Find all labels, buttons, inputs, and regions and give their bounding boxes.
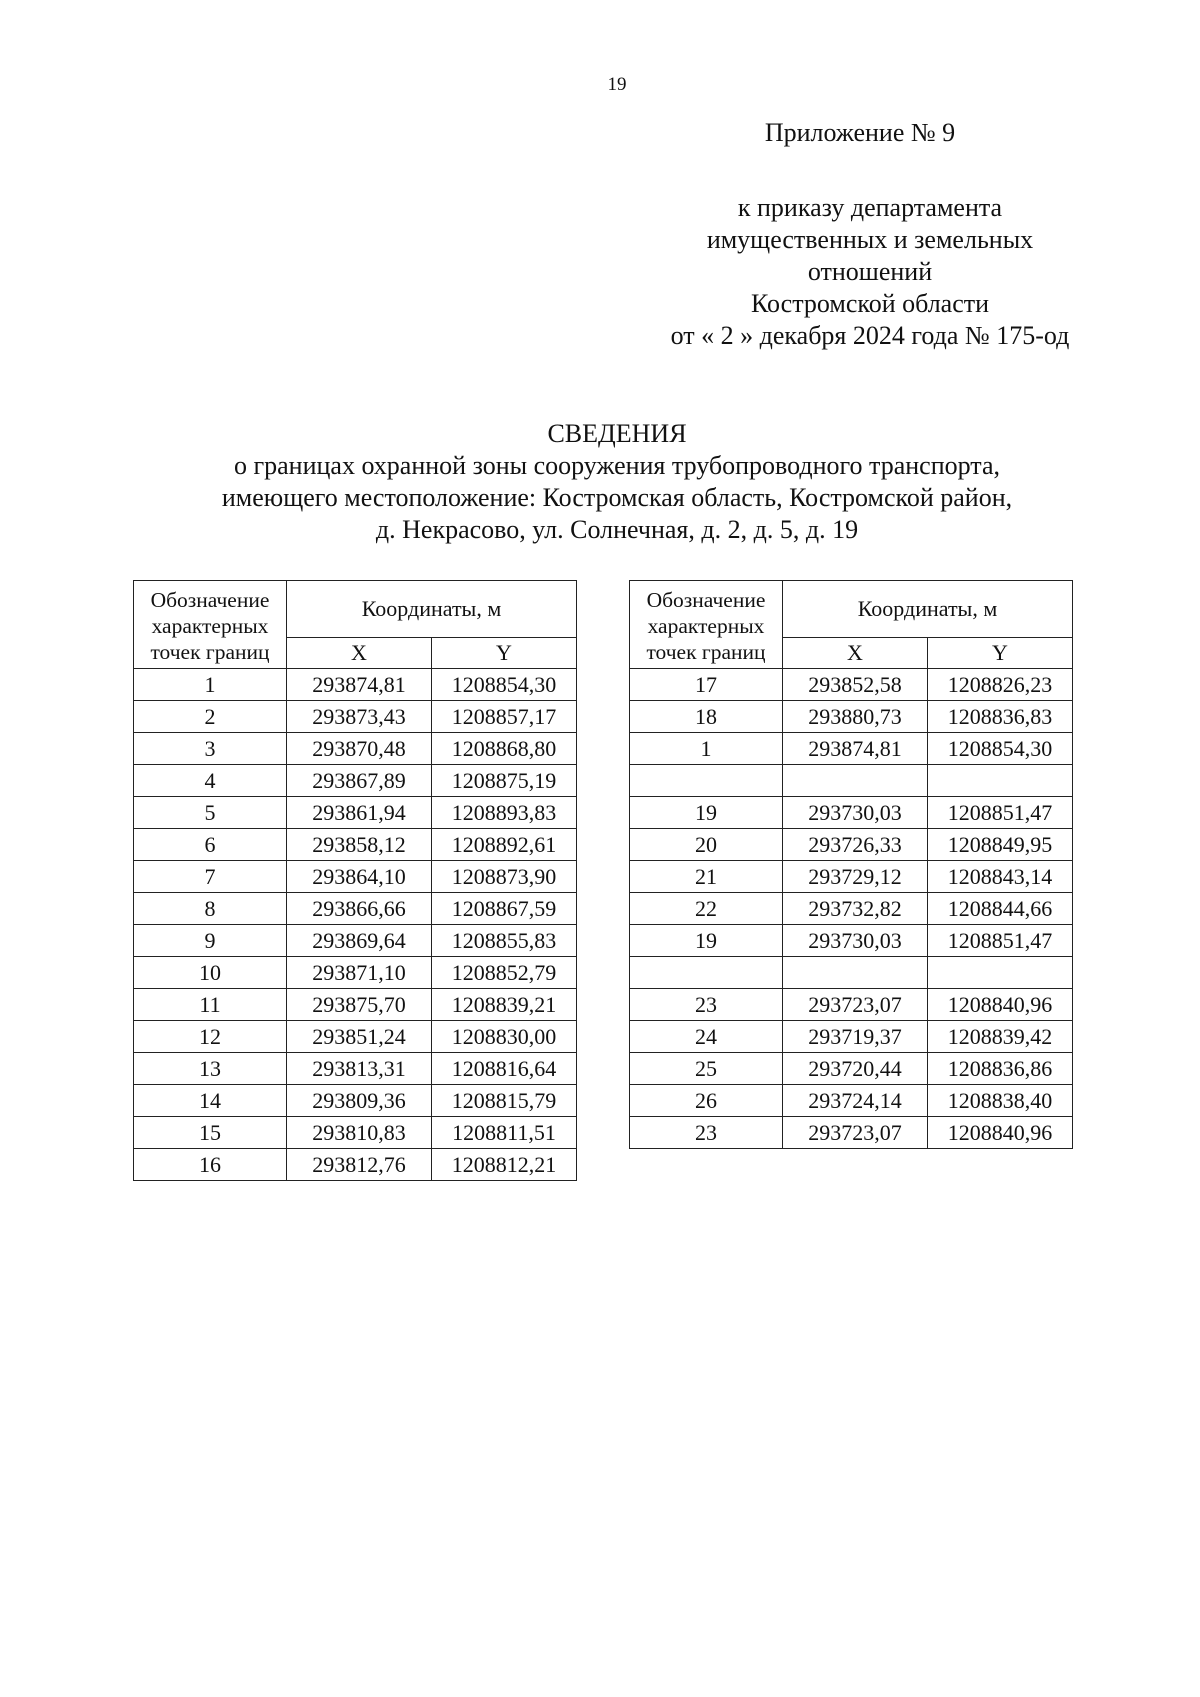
y-coordinate-cell: 1208852,79 <box>432 957 577 989</box>
x-coordinate-cell: 293809,36 <box>287 1085 432 1117</box>
page-number: 19 <box>607 74 627 95</box>
table-body-left <box>134 669 577 1181</box>
y-coordinate-cell: 1208839,21 <box>432 989 577 1021</box>
table-row <box>630 797 1073 829</box>
point-designation-cell: 26 <box>630 1085 783 1117</box>
x-coordinate-cell: 293861,94 <box>287 797 432 829</box>
coordinates-header: Координаты, м <box>783 581 1073 638</box>
x-coordinate-cell: 293730,03 <box>783 925 928 957</box>
point-designation-cell: 16 <box>134 1149 287 1181</box>
y-coordinate-cell: 1208873,90 <box>432 861 577 893</box>
y-coordinate-cell: 1208816,64 <box>432 1053 577 1085</box>
x-coordinate-cell: 293720,44 <box>783 1053 928 1085</box>
y-coordinate-cell: 1208867,59 <box>432 893 577 925</box>
y-coordinate-cell: 1208851,47 <box>928 925 1073 957</box>
annex-order-line: к приказу департамента <box>737 193 1003 222</box>
x-coordinate-cell: 293880,73 <box>783 701 928 733</box>
table-row <box>630 861 1073 893</box>
y-coordinate-cell: 1208857,17 <box>432 701 577 733</box>
y-coordinate-cell: 1208893,83 <box>432 797 577 829</box>
table-row <box>134 797 577 829</box>
point-designation-cell: 24 <box>630 1021 783 1053</box>
y-coordinate-cell: 1208811,51 <box>432 1117 577 1149</box>
x-column-header: X <box>287 638 432 669</box>
y-coordinate-cell: 1208812,21 <box>432 1149 577 1181</box>
table-body-right <box>630 669 1073 1149</box>
table-row <box>134 1021 577 1053</box>
x-coordinate-cell: 293813,31 <box>287 1053 432 1085</box>
y-coordinate-cell: 1208840,96 <box>928 989 1073 1021</box>
y-coordinate-cell: 1208844,66 <box>928 893 1073 925</box>
table-row <box>134 829 577 861</box>
x-coordinate-cell <box>783 957 928 989</box>
x-coordinate-cell: 293873,43 <box>287 701 432 733</box>
x-coordinate-cell: 293864,10 <box>287 861 432 893</box>
y-column-header: Y <box>928 638 1073 669</box>
x-coordinate-cell: 293723,07 <box>783 1117 928 1149</box>
y-coordinate-cell: 1208892,61 <box>432 829 577 861</box>
designation-header-line: точек границ <box>646 639 766 664</box>
table-row <box>134 1085 577 1117</box>
y-coordinate-cell: 1208826,23 <box>928 669 1073 701</box>
point-designation-cell: 8 <box>134 893 287 925</box>
point-designation-cell: 14 <box>134 1085 287 1117</box>
point-designation-cell: 13 <box>134 1053 287 1085</box>
x-column-header: X <box>783 638 928 669</box>
y-column-header: Y <box>432 638 577 669</box>
annex-order-line: имущественных и земельных <box>706 225 1034 254</box>
y-coordinate-cell: 1208843,14 <box>928 861 1073 893</box>
y-coordinate-cell <box>928 957 1073 989</box>
x-coordinate-cell: 293870,48 <box>287 733 432 765</box>
coordinates-header: Координаты, м <box>287 581 577 638</box>
point-designation-cell: 5 <box>134 797 287 829</box>
x-coordinate-cell: 293858,12 <box>287 829 432 861</box>
table-row <box>630 893 1073 925</box>
y-coordinate-cell: 1208851,47 <box>928 797 1073 829</box>
table-row <box>630 829 1073 861</box>
y-coordinate-cell <box>928 765 1073 797</box>
y-coordinate-cell: 1208839,42 <box>928 1021 1073 1053</box>
point-designation-cell: 21 <box>630 861 783 893</box>
coordinates-table-right <box>629 580 1073 1149</box>
point-designation-cell: 2 <box>134 701 287 733</box>
x-coordinate-cell <box>783 765 928 797</box>
point-designation-cell: 19 <box>630 797 783 829</box>
y-coordinate-cell: 1208854,30 <box>432 669 577 701</box>
table-row <box>630 1117 1073 1149</box>
point-designation-cell: 1 <box>630 733 783 765</box>
point-designation-cell: 17 <box>630 669 783 701</box>
coordinates-table-left <box>133 580 577 1181</box>
y-coordinate-cell: 1208875,19 <box>432 765 577 797</box>
y-coordinate-cell: 1208840,96 <box>928 1117 1073 1149</box>
point-designation-cell: 10 <box>134 957 287 989</box>
x-coordinate-cell: 293719,37 <box>783 1021 928 1053</box>
x-coordinate-cell: 293724,14 <box>783 1085 928 1117</box>
table-row <box>134 1149 577 1181</box>
point-designation-cell: 11 <box>134 989 287 1021</box>
x-coordinate-cell: 293869,64 <box>287 925 432 957</box>
table-row <box>630 1053 1073 1085</box>
y-coordinate-cell: 1208830,00 <box>432 1021 577 1053</box>
x-coordinate-cell: 293871,10 <box>287 957 432 989</box>
heading-title: СВЕДЕНИЯ <box>547 419 687 448</box>
table-row <box>630 765 1073 797</box>
y-coordinate-cell: 1208855,83 <box>432 925 577 957</box>
table-row <box>630 925 1073 957</box>
point-designation-cell: 12 <box>134 1021 287 1053</box>
table-row <box>134 701 577 733</box>
point-designation-cell: 4 <box>134 765 287 797</box>
point-designation-cell: 20 <box>630 829 783 861</box>
designation-header-line: точек границ <box>150 639 270 664</box>
heading-line: имеющего местоположение: Костромская область, Костромской район, <box>221 483 1013 512</box>
annex-order-line: отношений <box>807 257 933 286</box>
document-heading <box>0 418 1200 546</box>
point-designation-cell: 19 <box>630 925 783 957</box>
table-row <box>134 1117 577 1149</box>
annex-title-text: Приложение № 9 <box>764 118 956 147</box>
table-row <box>630 989 1073 1021</box>
table-row <box>134 1053 577 1085</box>
x-coordinate-cell: 293875,70 <box>287 989 432 1021</box>
table-row <box>134 893 577 925</box>
designation-header-line: характерных <box>647 613 765 638</box>
annex-order-reference <box>630 192 1110 352</box>
point-designation-cell: 6 <box>134 829 287 861</box>
heading-line: д. Некрасово, ул. Солнечная, д. 2, д. 5, д. 19 <box>375 515 859 544</box>
point-designation-cell: 23 <box>630 1117 783 1149</box>
designation-header <box>134 581 287 669</box>
heading-line: о границах охранной зоны сооружения трубопроводного транспорта, <box>233 451 1001 480</box>
x-coordinate-cell: 293874,81 <box>287 669 432 701</box>
designation-header-line: Обозначение <box>150 587 270 612</box>
y-coordinate-cell: 1208838,40 <box>928 1085 1073 1117</box>
x-coordinate-cell: 293723,07 <box>783 989 928 1021</box>
designation-header <box>630 581 783 669</box>
point-designation-cell: 23 <box>630 989 783 1021</box>
table-row <box>134 669 577 701</box>
designation-header-line: Обозначение <box>646 587 766 612</box>
table-row <box>630 1021 1073 1053</box>
x-coordinate-cell: 293874,81 <box>783 733 928 765</box>
x-coordinate-cell: 293726,33 <box>783 829 928 861</box>
x-coordinate-cell: 293810,83 <box>287 1117 432 1149</box>
table-row <box>134 957 577 989</box>
x-coordinate-cell: 293852,58 <box>783 669 928 701</box>
table-row <box>134 989 577 1021</box>
annex-order-line: Костромской области <box>750 289 990 318</box>
table-row <box>630 957 1073 989</box>
point-designation-cell: 9 <box>134 925 287 957</box>
x-coordinate-cell: 293851,24 <box>287 1021 432 1053</box>
x-coordinate-cell: 293730,03 <box>783 797 928 829</box>
y-coordinate-cell: 1208849,95 <box>928 829 1073 861</box>
x-coordinate-cell: 293729,12 <box>783 861 928 893</box>
table-row <box>630 701 1073 733</box>
point-designation-cell: 15 <box>134 1117 287 1149</box>
point-designation-cell: 25 <box>630 1053 783 1085</box>
x-coordinate-cell: 293867,89 <box>287 765 432 797</box>
point-designation-cell: 7 <box>134 861 287 893</box>
designation-header-line: характерных <box>151 613 269 638</box>
y-coordinate-cell: 1208854,30 <box>928 733 1073 765</box>
x-coordinate-cell: 293866,66 <box>287 893 432 925</box>
table-row <box>134 861 577 893</box>
point-designation-cell: 3 <box>134 733 287 765</box>
point-designation-cell: 1 <box>134 669 287 701</box>
table-row <box>630 1085 1073 1117</box>
y-coordinate-cell: 1208836,86 <box>928 1053 1073 1085</box>
point-designation-cell <box>630 765 783 797</box>
point-designation-cell: 18 <box>630 701 783 733</box>
x-coordinate-cell: 293732,82 <box>783 893 928 925</box>
y-coordinate-cell: 1208868,80 <box>432 733 577 765</box>
x-coordinate-cell: 293812,76 <box>287 1149 432 1181</box>
table-row <box>134 925 577 957</box>
table-row <box>630 669 1073 701</box>
table-row <box>134 765 577 797</box>
table-row <box>134 733 577 765</box>
annex-order-line: от « 2 » декабря 2024 года № 175-од <box>670 321 1070 350</box>
point-designation-cell: 22 <box>630 893 783 925</box>
y-coordinate-cell: 1208836,83 <box>928 701 1073 733</box>
y-coordinate-cell: 1208815,79 <box>432 1085 577 1117</box>
table-row <box>630 733 1073 765</box>
point-designation-cell <box>630 957 783 989</box>
